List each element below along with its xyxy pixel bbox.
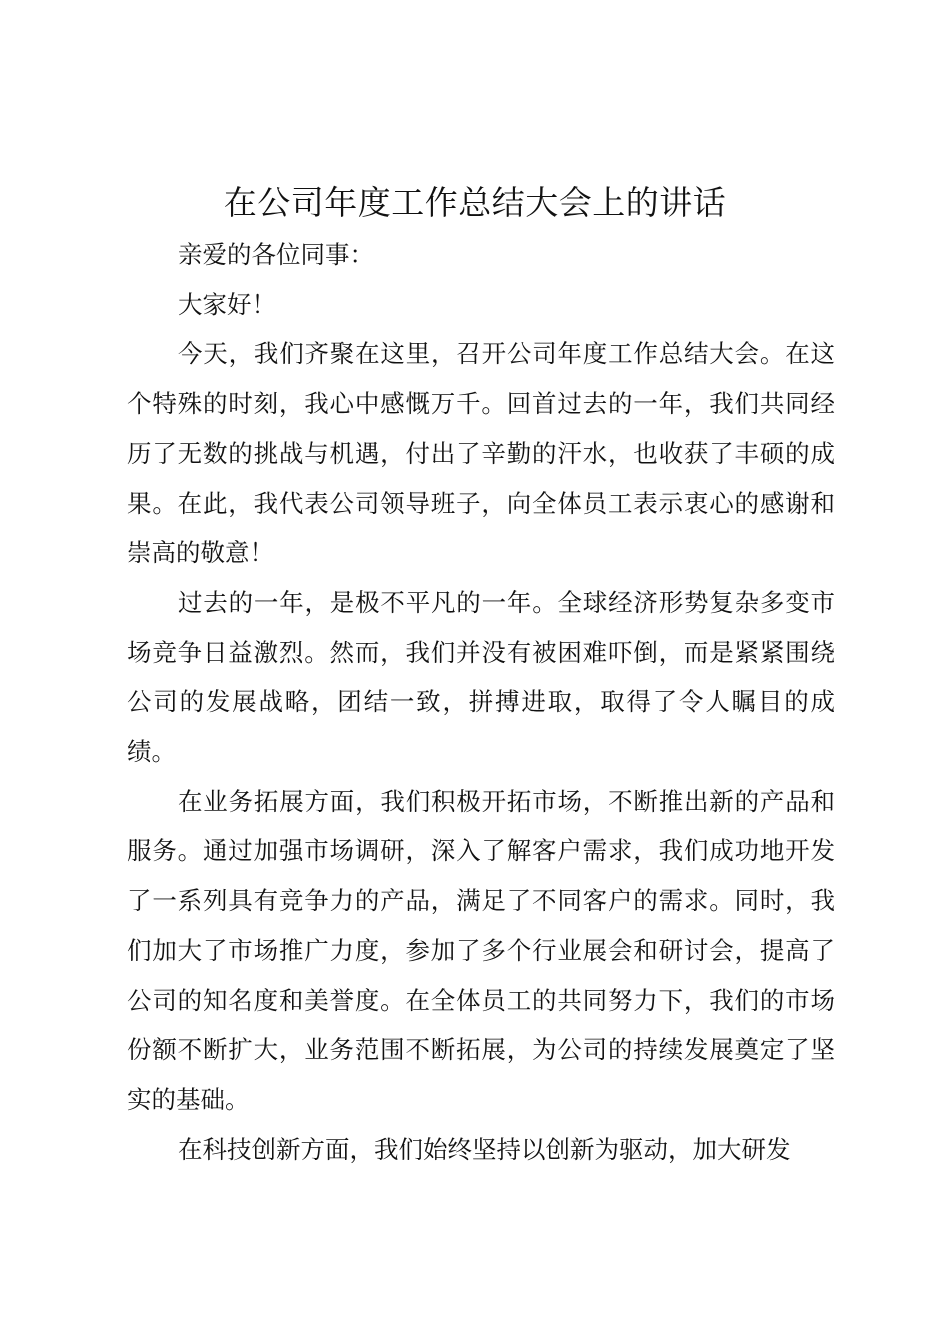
document-title: 在公司年度工作总结大会上的讲话 xyxy=(223,183,727,222)
document-body xyxy=(127,230,835,1174)
paragraph-salutation: 亲爱的各位同事： xyxy=(178,240,374,269)
paragraph-greeting: 大家好！ xyxy=(178,289,276,319)
paragraph-business: 在业务拓展方面，我们积极开拓市场，不断推出新的产品和服务。通过加强市场调研，深入了解客户需求，我们成功地开发了一系列具有竞争力的产品，满足了不同客户的需求。同时，我们加大了市场推广力度，参加了多个行业展会和研讨会，提高了公司的知名度和美誉度。在全体员工的共同努力下，我们的市场份额不断扩大，业务范围不断拓展，为公司的持续发展奠定了坚实的基础。 xyxy=(127,786,835,1114)
paragraph-innovation: 在科技创新方面，我们始终坚持以创新为驱动，加大研发 xyxy=(178,1134,791,1164)
paragraph-past-year: 过去的一年，是极不平凡的一年。全球经济形势复杂多变市场竞争日益激烈。然而，我们并没有被困难吓倒，而是紧紧围绕公司的发展战略，团结一致，拼搏进取，取得了令人瞩目的成绩。 xyxy=(127,587,835,767)
paragraph-opening: 今天，我们齐聚在这里，召开公司年度工作总结大会。在这个特殊的时刻，我心中感慨万千。回首过去的一年，我们共同经历了无数的挑战与机遇，付出了辛勤的汗水，也收获了丰硕的成果。在此，我代表公司领导班子，向全体员工表示衷心的感谢和崇高的敬意！ xyxy=(127,339,835,568)
